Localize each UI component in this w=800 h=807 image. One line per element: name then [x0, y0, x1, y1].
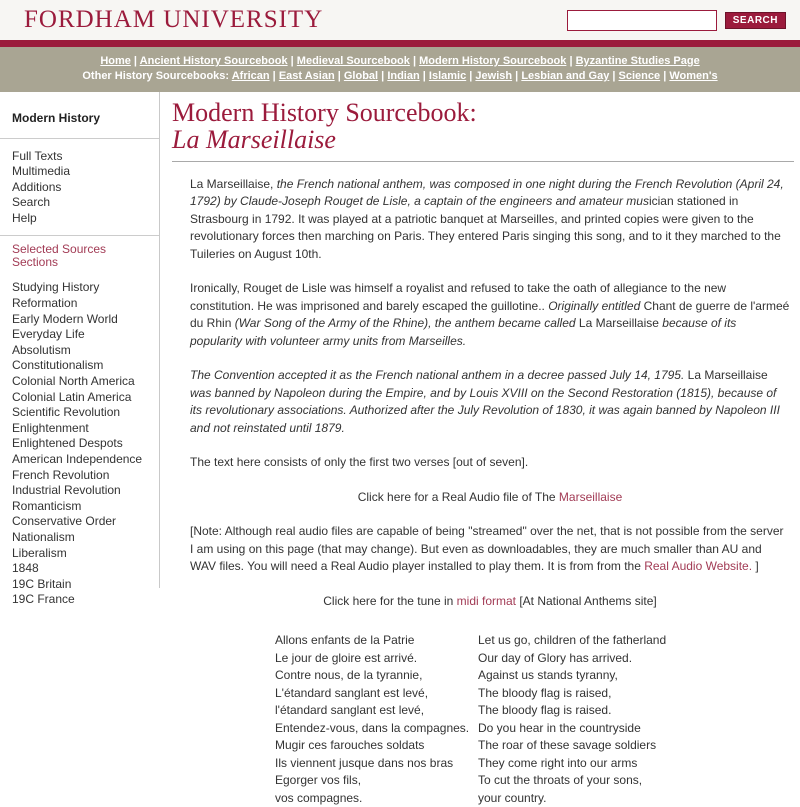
- verse-english: [478, 632, 681, 807]
- accent-bar: [0, 40, 800, 47]
- verse-line: l'étandard sanglant est levé,: [275, 703, 425, 718]
- nav-separator: |: [287, 55, 297, 67]
- nav-link[interactable]: Ancient History Sourcebook: [139, 55, 288, 67]
- main-content: [160, 92, 800, 805]
- sidebar-item[interactable]: Absolutism: [12, 342, 71, 357]
- verse-line: Entendez-vous, dans la compagnes.: [275, 720, 470, 735]
- verse-line: The roar of these savage soldiers: [478, 738, 657, 753]
- sidebar-divider: [0, 138, 159, 139]
- verse-line: L'étandard sanglant est levé,: [275, 685, 429, 700]
- nav-link[interactable]: Jewish: [475, 70, 513, 82]
- sidebar-item[interactable]: Conservative Order: [12, 514, 117, 529]
- nav-separator: |: [378, 70, 388, 82]
- nav-separator: |: [609, 70, 619, 82]
- sidebar-item[interactable]: 1848: [12, 561, 39, 576]
- sidebar-item[interactable]: Constitutionalism: [12, 358, 104, 373]
- sidebar-item[interactable]: Additions: [12, 179, 62, 194]
- sidebar-top-list: [0, 148, 159, 226]
- verse-line: Let us go, children of the fatherland: [478, 633, 667, 648]
- verse-line: Mugir ces farouches soldats: [275, 738, 425, 753]
- verses: [275, 632, 790, 807]
- sidebar-item[interactable]: Everyday Life: [12, 327, 85, 342]
- verse-line: Against us stands tyranny,: [478, 668, 618, 683]
- sidebar-item[interactable]: Nationalism: [12, 529, 75, 544]
- verse-line: To cut the throats of your sons,: [478, 773, 643, 788]
- audio-link-line: Click here for a Real Audio file of The Marseillaise: [357, 489, 623, 504]
- nav-link[interactable]: Home: [100, 55, 131, 67]
- sidebar-item[interactable]: Industrial Revolution: [12, 483, 121, 498]
- nav-link[interactable]: Lesbian and Gay: [521, 70, 610, 82]
- nav-link[interactable]: Science: [618, 70, 661, 82]
- nav-separator: |: [334, 70, 344, 82]
- sidebar-item[interactable]: French Revolution: [12, 467, 110, 482]
- sidebar-item[interactable]: Help: [12, 210, 37, 225]
- sidebar-item[interactable]: Colonial Latin America: [12, 389, 132, 404]
- sidebar-item[interactable]: Colonial North America: [12, 374, 135, 389]
- midi-link-line: Click here for the tune in midi format [At National Anthems site]: [323, 593, 657, 608]
- nav-secondary-label: Other History Sourcebooks:: [82, 70, 232, 82]
- nav-link[interactable]: Islamic: [428, 70, 467, 82]
- sidebar-item[interactable]: Studying History: [12, 280, 100, 295]
- nav-secondary-links: [232, 70, 718, 82]
- title-rule: [172, 161, 794, 162]
- verse-line: They come right into our arms: [478, 755, 638, 770]
- verse-line: Egorger vos fils,: [275, 773, 362, 788]
- verse-line: Allons enfants de la Patrie: [275, 633, 415, 648]
- verse-line: Contre nous, de la tyrannie,: [275, 668, 423, 683]
- sidebar-group-title[interactable]: Selected Sources Sections: [12, 241, 107, 269]
- page-title-line2: La Marseillaise: [172, 125, 336, 155]
- search-input[interactable]: [567, 10, 717, 31]
- nav-link[interactable]: Global: [343, 70, 379, 82]
- convention-paragraph: The Convention accepted it as the French national anthem in a decree passed July 14, 1795. La Marseillaise was banned by Napoleon during the Empire, and by Louis XVIII on the Second Restoration (1815), because of its revolutionary associations. Authorized after the July Revolution of 1830, it was again banned by Napoleon III and not reinstated until 1879.: [190, 368, 780, 435]
- real-audio-website-link[interactable]: Real Audio Website.: [644, 559, 753, 574]
- nav-secondary: [0, 69, 800, 84]
- search-button[interactable]: SEARCH: [725, 12, 786, 29]
- nav-link[interactable]: Modern History Sourcebook: [419, 55, 567, 67]
- nav-link[interactable]: Byzantine Studies Page: [575, 55, 700, 67]
- sidebar-item[interactable]: Early Modern World: [12, 311, 118, 326]
- nav-link[interactable]: Medieval Sourcebook: [296, 55, 410, 67]
- nav-separator: |: [566, 55, 576, 67]
- sidebar-item[interactable]: 19C Britain: [12, 576, 72, 591]
- article-body: [190, 176, 790, 807]
- search-form: [567, 10, 786, 31]
- verse-line: Ils viennent jusque dans nos bras: [275, 755, 454, 770]
- sidebar-item[interactable]: 19C France: [12, 592, 75, 607]
- nav-separator: |: [269, 70, 279, 82]
- sidebar-item[interactable]: Enlightenment: [12, 420, 89, 435]
- sidebar: [0, 92, 160, 607]
- nav-separator: |: [409, 55, 420, 67]
- verse-line: The bloody flag is raised,: [478, 685, 612, 700]
- nav-link[interactable]: Women's: [669, 70, 718, 82]
- sidebar-item[interactable]: Scientific Revolution: [12, 405, 121, 420]
- nav-separator: |: [660, 70, 670, 82]
- nav-separator: |: [419, 70, 429, 82]
- verse-line: Do you hear in the countryside: [478, 720, 641, 735]
- verse-line: Le jour de gloire est arrivé.: [275, 650, 418, 665]
- main-nav: [0, 47, 800, 92]
- note-paragraph: [Note: Although real audio files are capable of being "streamed" over the net, that is not possible from the server I am using on this page (that may change). But even as downloadables, they are much smaller than AU and WAV files. You will need a Real Audio player installed to play them. It is from from the Real Audio Website. ]: [190, 524, 784, 574]
- verse-line: The bloody flag is raised.: [478, 703, 612, 718]
- nav-separator: |: [512, 70, 522, 82]
- verse-line: your country.: [478, 790, 547, 805]
- site-header: [0, 0, 800, 40]
- nav-link[interactable]: Indian: [387, 70, 420, 82]
- sidebar-item[interactable]: Full Texts: [12, 148, 63, 163]
- midi-format-link[interactable]: midi format: [456, 593, 516, 608]
- verses-note: The text here consists of only the first two verses [out of seven].: [190, 455, 529, 470]
- nav-primary: [0, 54, 800, 69]
- verse-french: [275, 632, 478, 807]
- sidebar-item[interactable]: Liberalism: [12, 545, 67, 560]
- marseillaise-audio-link[interactable]: Marseillaise: [558, 489, 623, 504]
- nav-separator: |: [466, 70, 476, 82]
- sidebar-section-title: Modern History: [12, 111, 101, 125]
- sidebar-item[interactable]: Romanticism: [12, 498, 82, 513]
- history-paragraph: Ironically, Rouget de Lisle was himself a royalist and refused to take the oath of allegiance to the new constitution. He was imprisoned and barely escaped the guillotine.. Originally entitled Chant de guerre de l'armeé du Rhin (War Song of the Army of the Rhine), the anthem became called La Marseillaise because of its popularity with volunteer army units from Marseilles.: [190, 281, 790, 348]
- sidebar-item[interactable]: Search: [12, 195, 51, 210]
- nav-separator: |: [130, 55, 140, 67]
- sidebar-item[interactable]: Multimedia: [12, 164, 71, 179]
- page-title-line1: Modern History Sourcebook:: [172, 98, 477, 127]
- nav-link[interactable]: East Asian: [278, 70, 335, 82]
- verse-line: vos compagnes.: [275, 790, 363, 805]
- verse-line: Our day of Glory has arrived.: [478, 650, 633, 665]
- sidebar-item[interactable]: American Independence: [12, 452, 143, 466]
- intro-paragraph: La Marseillaise, the French national anthem, was composed in one night during the French Revolution (April 24, 1792) by Claude-Joseph Rouget de Lisle, a captain of the engineers and amateur musician stationed in Strasbourg in 1792. It was played at a patriotic banquet at Marseilles, and printed copies were given to the revolutionary forces then marching on Paris. They entered Paris singing this song, and to it they marched to the Tuileries on August 10th.: [190, 176, 784, 261]
- sidebar-sources-list: [0, 280, 159, 607]
- university-logo[interactable]: FORDHAM UNIVERSITY: [24, 6, 324, 33]
- sidebar-item[interactable]: Enlightened Despots: [12, 436, 123, 451]
- sidebar-item[interactable]: Reformation: [12, 296, 78, 311]
- nav-link[interactable]: African: [231, 70, 270, 82]
- page-title: [172, 99, 794, 154]
